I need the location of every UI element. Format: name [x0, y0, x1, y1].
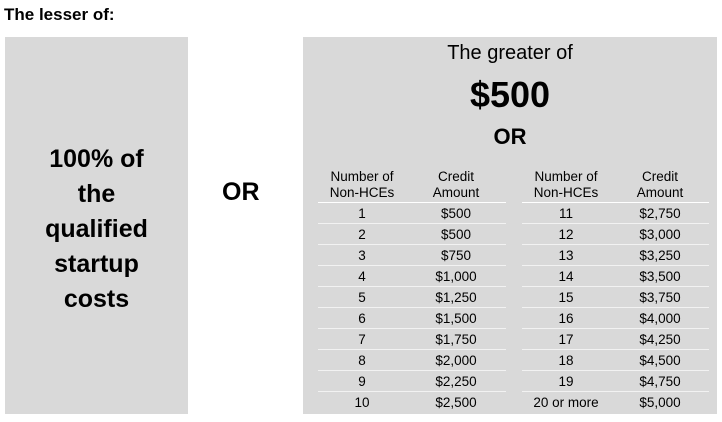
credit-amount-right: $4,000	[639, 311, 681, 326]
non-hce-count-left: 8	[358, 353, 366, 368]
credit-amount-right: $5,000	[639, 395, 681, 410]
table-row	[303, 203, 717, 224]
header-line: Credit	[437, 169, 474, 184]
credit-amount-right: $3,250	[639, 248, 681, 263]
header-line: Non-HCEs	[329, 185, 395, 200]
credit-amount-left: $750	[440, 248, 472, 263]
non-hce-count-right: 13	[558, 248, 574, 263]
column-header-credit-left	[416, 169, 496, 201]
table-row	[303, 371, 717, 392]
credit-amount-left: $2,250	[435, 374, 477, 389]
header-line: Number of	[330, 169, 394, 184]
credit-amount-right: $3,750	[639, 290, 681, 305]
table-row	[303, 308, 717, 329]
header-line: Amount	[432, 185, 480, 200]
non-hce-count-left: 9	[358, 374, 366, 389]
non-hce-count-right: 11	[558, 206, 573, 221]
credit-table-body	[303, 203, 717, 413]
minimum-amount: $500	[469, 74, 551, 115]
non-hce-count-right: 12	[558, 227, 574, 242]
greater-of-title: The greater of	[447, 42, 573, 64]
non-hce-count-right: 20 or more	[533, 395, 599, 410]
non-hce-count-right: 16	[558, 311, 574, 326]
greater-of-panel	[303, 37, 717, 414]
table-row	[303, 329, 717, 350]
non-hce-count-right: 15	[558, 290, 574, 305]
column-header-credit-right	[620, 169, 700, 201]
header-line: Credit	[641, 169, 678, 184]
credit-amount-right: $3,500	[639, 269, 681, 284]
non-hce-count-left: 5	[358, 290, 366, 305]
credit-amount-left: $1,000	[435, 269, 477, 284]
header-line: Amount	[636, 185, 684, 200]
non-hce-count-left: 3	[358, 248, 366, 263]
left-option-line: the	[77, 180, 116, 208]
credit-amount-right: $4,250	[639, 332, 681, 347]
table-row	[303, 224, 717, 245]
credit-amount-right: $4,500	[639, 353, 681, 368]
or-separator: OR	[222, 178, 260, 206]
credit-amount-right: $4,750	[639, 374, 681, 389]
credit-amount-left: $1,500	[435, 311, 477, 326]
credit-amount-left: $2,000	[435, 353, 477, 368]
non-hce-count-left: 10	[354, 395, 370, 410]
credit-amount-right: $2,750	[639, 206, 681, 221]
qualified-startup-costs-panel	[5, 37, 188, 414]
credit-amount-right: $3,000	[639, 227, 681, 242]
left-option-line: 100% of	[49, 145, 144, 173]
table-row	[303, 392, 717, 413]
left-option-line: qualified	[45, 215, 148, 243]
non-hce-count-left: 7	[358, 332, 366, 347]
non-hce-count-left: 2	[358, 227, 366, 242]
table-row	[303, 350, 717, 371]
non-hce-count-right: 18	[558, 353, 574, 368]
qualified-startup-costs-text	[5, 142, 188, 317]
table-row	[303, 245, 717, 266]
header-line: Number of	[534, 169, 598, 184]
left-option-line: startup	[54, 250, 139, 278]
credit-amount-left: $1,250	[435, 290, 477, 305]
non-hce-count-left: 4	[358, 269, 366, 284]
left-option-line: costs	[63, 285, 130, 313]
credit-amount-left: $2,500	[435, 395, 477, 410]
non-hce-count-right: 17	[558, 332, 574, 347]
non-hce-count-left: 1	[358, 206, 366, 221]
heading: The lesser of:	[4, 5, 115, 24]
non-hce-count-left: 6	[358, 311, 366, 326]
header-line: Non-HCEs	[533, 185, 599, 200]
non-hce-count-right: 19	[558, 374, 574, 389]
non-hce-count-right: 14	[558, 269, 574, 284]
column-header-number-right	[522, 169, 610, 201]
inner-or-label: OR	[493, 124, 527, 149]
column-header-number-left	[318, 169, 406, 201]
table-row	[303, 287, 717, 308]
table-row	[303, 266, 717, 287]
credit-amount-left: $1,750	[435, 332, 477, 347]
credit-amount-left: $500	[440, 206, 472, 221]
credit-amount-left: $500	[440, 227, 472, 242]
